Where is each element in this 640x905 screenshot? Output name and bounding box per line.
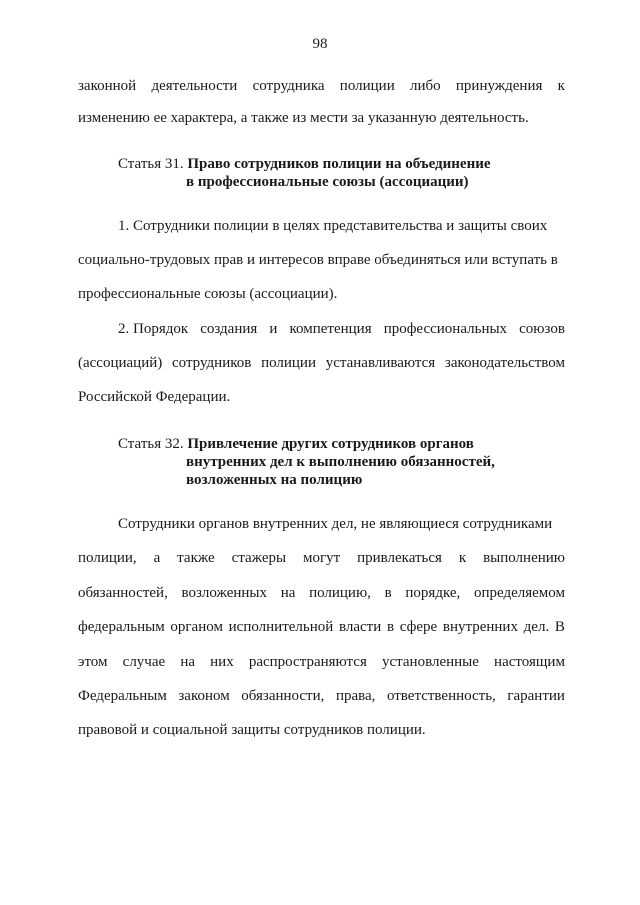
article-32-line-7: правовой и социальной защиты сотрудников полиции. — [78, 722, 426, 738]
article-32-title-line-3: возложенных на полицию — [186, 472, 363, 488]
article-31-p1-line-2: социально-трудовых прав и интересов вправе объединяться или вступать в — [78, 252, 558, 268]
article-32-prefix: Статья 32. — [118, 436, 184, 452]
article-31-heading-2 — [186, 173, 469, 191]
word: союзов — [519, 321, 565, 337]
word: привлекаться — [357, 550, 442, 566]
word: сфере — [399, 619, 438, 635]
word: обязанностей, — [78, 585, 168, 601]
word: либо — [409, 78, 441, 94]
word: гарантии — [507, 688, 565, 704]
word: полиции — [261, 355, 316, 371]
word: в — [386, 619, 395, 635]
word: к — [458, 550, 467, 566]
intro-line-2: изменению ее характера, а также из мести за указанную деятельность. — [78, 110, 529, 126]
word: настоящим — [494, 654, 565, 670]
word: законодательством — [444, 355, 565, 371]
article-31-p1-line-3: профессиональные союзы (ассоциации). — [78, 286, 338, 302]
word: устанавливаются — [325, 355, 436, 371]
word: на — [180, 654, 195, 670]
article-32-title-line-2: внутренних дел к выполнению обязанностей, — [186, 454, 495, 470]
word: компетенция — [289, 321, 372, 337]
word: права, — [335, 688, 376, 704]
word: законной — [78, 78, 137, 94]
word: распространяются — [248, 654, 367, 670]
article-32-line-3 — [78, 584, 565, 602]
article-32-line-6 — [78, 687, 565, 705]
word: могут — [302, 550, 341, 566]
article-31-prefix: Статья 31. — [118, 156, 184, 172]
word: власти — [339, 619, 382, 635]
article-31-p2-line-2 — [78, 354, 565, 372]
word: порядке, — [405, 585, 461, 601]
word: сотрудников — [171, 355, 252, 371]
word: (ассоциаций) — [78, 355, 163, 371]
word: профессиональных — [383, 321, 508, 337]
article-32-line-5 — [78, 653, 565, 671]
word: и — [269, 321, 278, 337]
word: В — [554, 619, 565, 635]
article-31-title-line-1: Право сотрудников полиции на объединение — [187, 156, 491, 172]
word: в — [384, 585, 392, 601]
word: полиции, — [78, 550, 137, 566]
word: определяемом — [473, 585, 565, 601]
word: исполнительной — [228, 619, 334, 635]
word: к — [557, 78, 565, 94]
article-32-heading-2 — [186, 453, 495, 471]
article-32-title-line-1: Привлечение других сотрудников органов — [187, 436, 474, 452]
word: полиции — [339, 78, 395, 94]
article-32-heading-3 — [186, 471, 362, 489]
word: сотрудника — [252, 78, 325, 94]
article-31-p2-line-1 — [118, 320, 565, 338]
word: Федеральным — [78, 688, 167, 704]
word: законом — [178, 688, 230, 704]
word: установленные — [382, 654, 479, 670]
article-31-heading — [118, 155, 491, 173]
word: а — [153, 550, 161, 566]
word: возложенных — [181, 585, 267, 601]
article-31-p2-line-3: Российской Федерации. — [78, 389, 231, 405]
article-32-line-2 — [78, 549, 565, 567]
intro-line-1 — [78, 77, 565, 95]
article-32-line-1: Сотрудники органов внутренних дел, не являющиеся сотрудниками — [118, 516, 553, 532]
word: полицию, — [309, 585, 371, 601]
word: 2. Порядок — [118, 321, 189, 337]
word: на — [280, 585, 296, 601]
article-32-heading — [118, 435, 474, 453]
word: органом — [170, 619, 223, 635]
word: них — [210, 654, 234, 670]
word: выполнению — [483, 550, 565, 566]
word: дел. — [523, 619, 550, 635]
word: также — [177, 550, 215, 566]
word: внутренних — [442, 619, 518, 635]
word: стажеры — [231, 550, 287, 566]
page-number: 98 — [312, 36, 328, 52]
word: случае — [122, 654, 166, 670]
article-31-p1-line-1: 1. Сотрудники полиции в целях представительства и защиты своих — [118, 218, 548, 234]
article-32-line-4 — [78, 618, 565, 636]
article-31-title-line-2: в профессиональные союзы (ассоциации) — [186, 174, 469, 190]
word: деятельности — [151, 78, 238, 94]
word: обязанности, — [241, 688, 325, 704]
word: принуждения — [455, 78, 543, 94]
word: ответственность, — [386, 688, 496, 704]
word: этом — [78, 654, 108, 670]
word: федеральным — [78, 619, 165, 635]
word: создания — [200, 321, 258, 337]
